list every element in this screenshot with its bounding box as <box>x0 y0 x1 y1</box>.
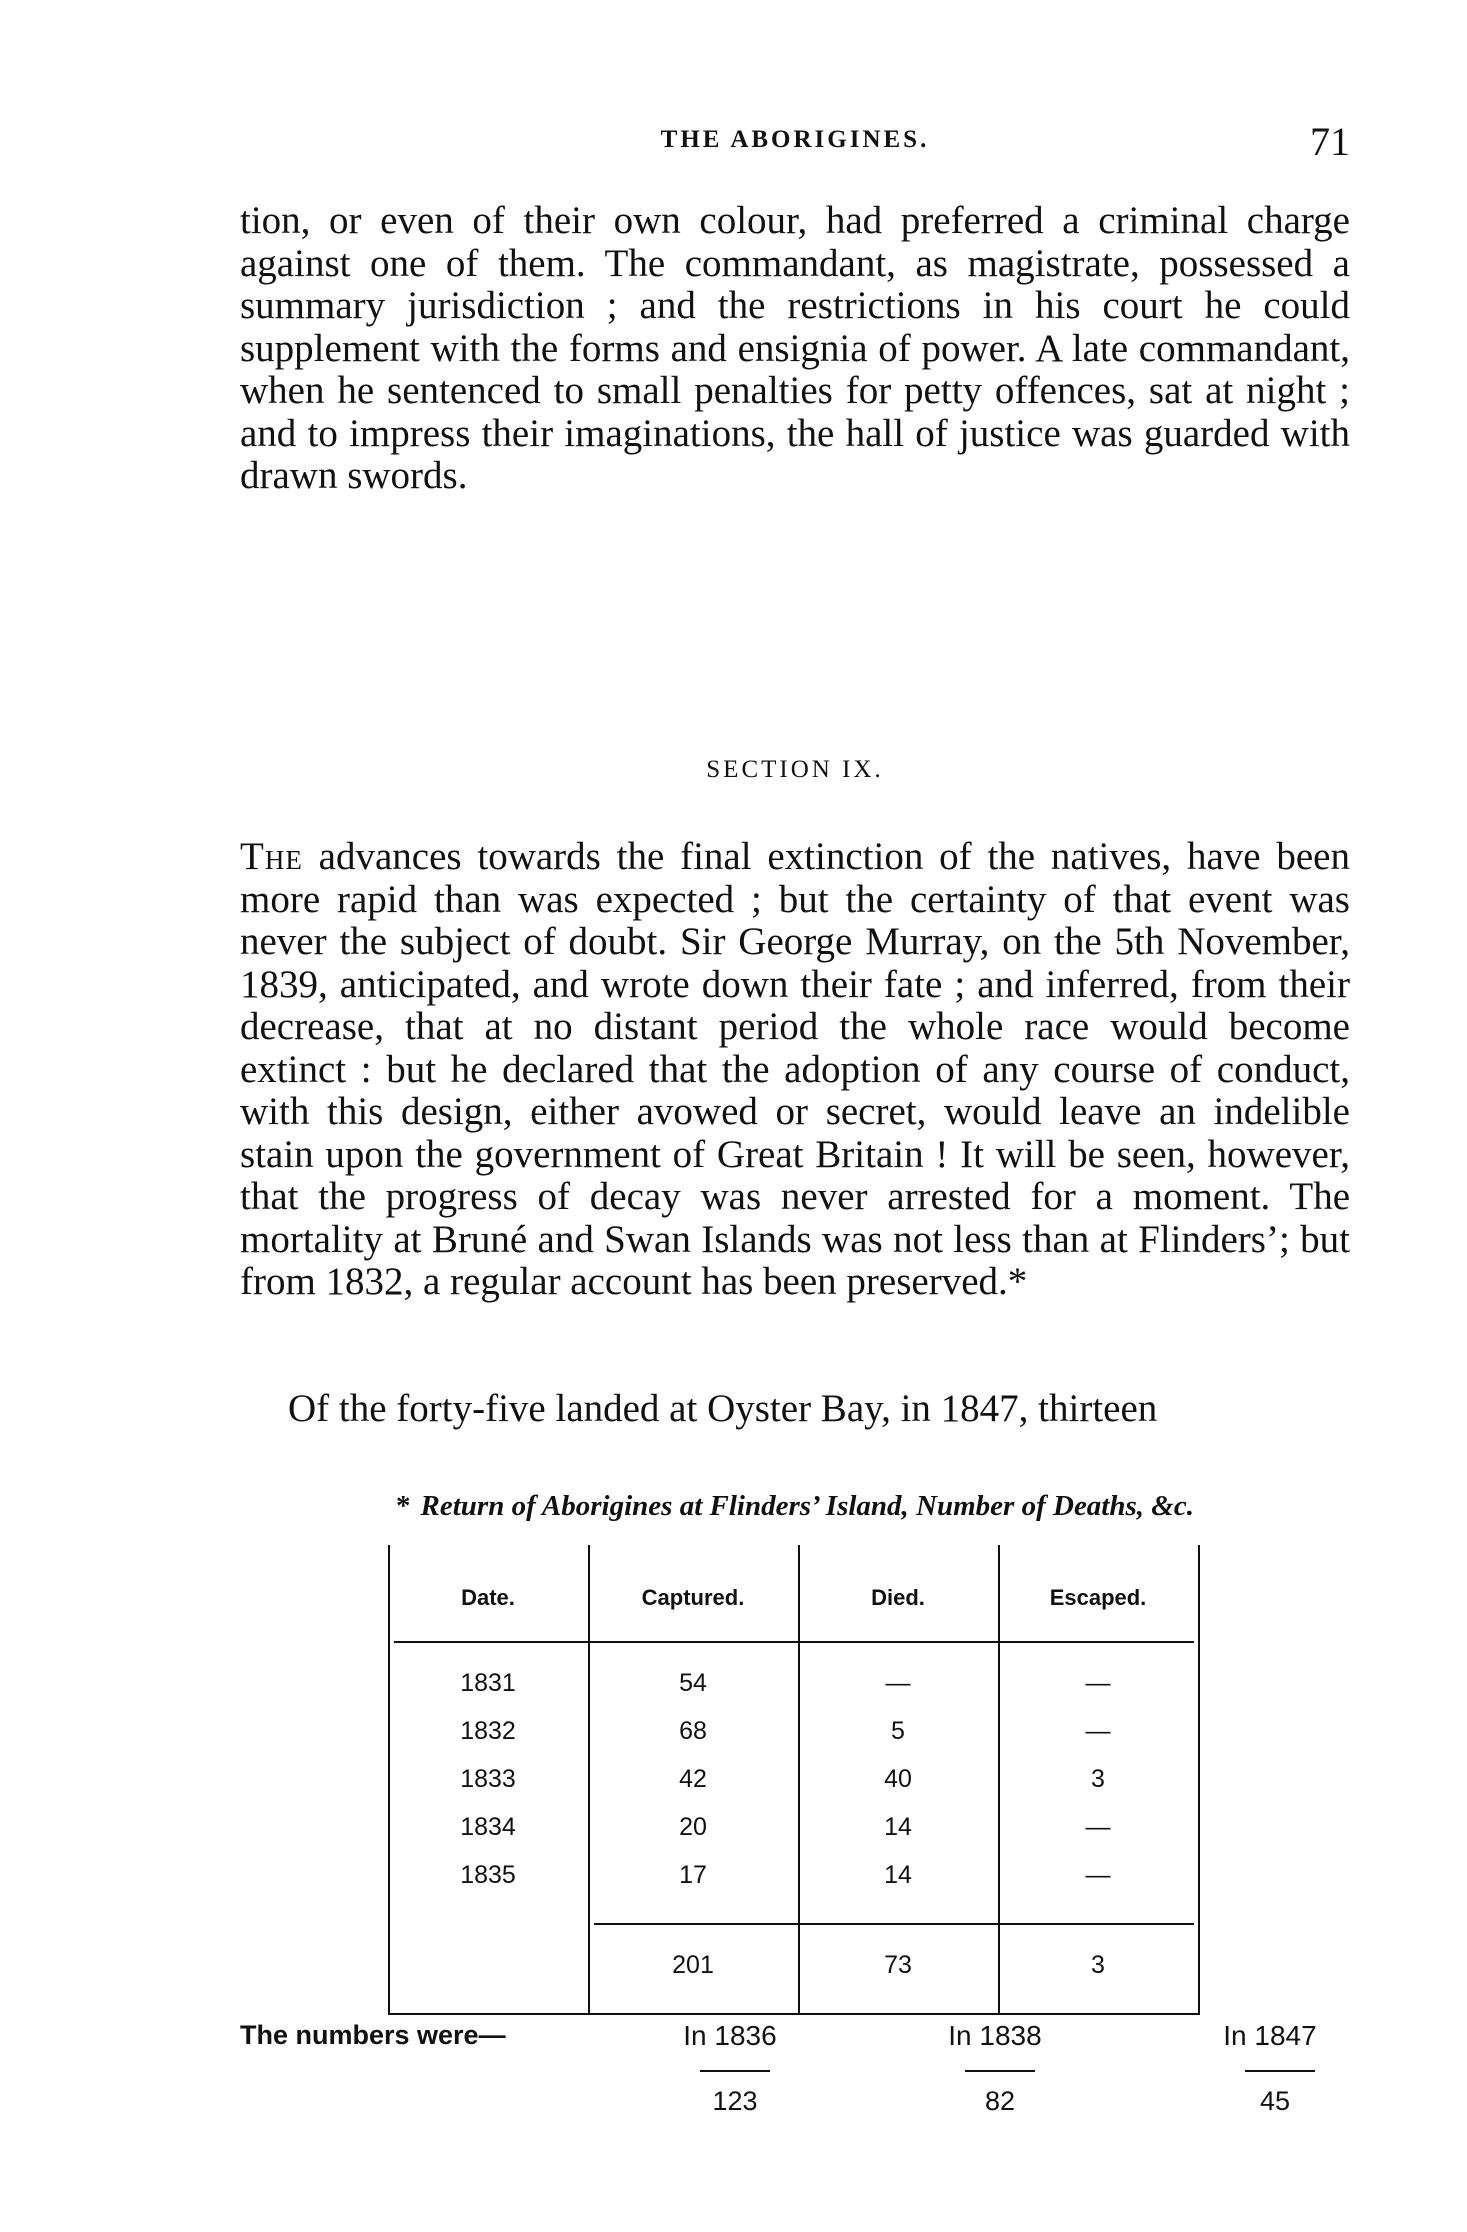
cell-date: 1832 <box>460 1717 516 1745</box>
table-bottom-rule <box>388 2013 1200 2015</box>
footnote-caption <box>240 1490 1350 1523</box>
year-value-1847: 45 <box>1259 2086 1291 2116</box>
cell-date: 1835 <box>460 1861 516 1889</box>
year-value-1838: 82 <box>984 2086 1016 2116</box>
cell-captured: 68 <box>679 1717 707 1745</box>
numbers-label: The numbers were— <box>240 2020 506 2050</box>
col-head-date: Date. <box>461 1585 515 1610</box>
running-head <box>240 118 1350 168</box>
cell-captured: 17 <box>679 1861 707 1889</box>
col-head-captured: Captured. <box>641 1585 745 1610</box>
cell-died: — <box>885 1669 911 1697</box>
footnote-mark: * <box>396 1490 411 1522</box>
deaths-table <box>388 1545 1200 2015</box>
paragraph-2-body: advances towards the final extinction of the natives, have been more rapid than was expected ; but the certainty of that event was never the subject of doubt. Sir George Murray, on the 5th November, 1839, anticipated, and wrote down their fate ; and inferred, from their decrease, that at no distant period the whole race would become extinct : but he declared that the adoption of any course of conduct, with this design, either avowed or secret, would leave an indelible stain upon the government of Great Britain ! It will be seen, however, that the progress of decay was never arrested for a moment. The mortality at Bruné and Swan Islands was not less than at Flinders’; but from 1832, a regular account has been preserved.* <box>240 835 1350 1303</box>
paragraph-3: Of the forty-five landed at Oyster Bay, in 1847, thirteen <box>288 1387 1158 1430</box>
table-total-rule <box>594 1923 1194 1925</box>
table-rule-right <box>1198 1545 1200 2015</box>
paragraph-1: tion, or even of their own colour, had preferred a criminal charge against one of them. The commandant, as magistrate, possessed a summary jurisdiction ; and the restrictions in his court he could supplement with the forms and ensignia of power. A late commandant, when he sentenced to small penalties for petty offences, sat at night ; and to impress their imaginations, the hall of justice was guarded with drawn swords. <box>240 199 1350 497</box>
cell-captured: 54 <box>679 1669 707 1697</box>
cell-date: 1834 <box>460 1813 516 1841</box>
running-title: THE ABORIGINES. <box>660 126 930 153</box>
total-captured: 201 <box>672 1951 714 1979</box>
cell-escaped: — <box>1085 1813 1111 1841</box>
year-label-1838: In 1838 <box>948 2020 1042 2051</box>
cell-died: 14 <box>884 1861 912 1889</box>
paragraph-2 <box>240 836 1350 1304</box>
year-rule-1836 <box>700 2070 770 2072</box>
table-header-rule <box>394 1641 1194 1643</box>
cell-escaped: 3 <box>1091 1765 1105 1793</box>
cell-died: 14 <box>884 1813 912 1841</box>
cell-escaped: — <box>1085 1669 1111 1697</box>
footnote-caption-text: Return of Aborigines at Flinders’ Island, Number of Deaths, &c. <box>420 1490 1194 1522</box>
section-heading: SECTION IX. <box>706 756 884 783</box>
numbers-summary <box>240 2020 1350 2140</box>
cell-captured: 20 <box>679 1813 707 1841</box>
cell-escaped: — <box>1085 1861 1111 1889</box>
year-rule-1847 <box>1245 2070 1315 2072</box>
cell-date: 1831 <box>460 1669 516 1697</box>
year-label-1847: In 1847 <box>1223 2020 1317 2051</box>
total-died: 73 <box>884 1951 912 1979</box>
paragraph-2-lead: The <box>240 835 303 878</box>
cell-died: 5 <box>891 1717 905 1745</box>
page-number: 71 <box>1310 119 1350 164</box>
col-head-died: Died. <box>871 1585 925 1610</box>
cell-date: 1833 <box>460 1765 516 1793</box>
total-escaped: 3 <box>1091 1951 1105 1979</box>
year-label-1836: In 1836 <box>683 2020 777 2051</box>
cell-escaped: — <box>1085 1717 1111 1745</box>
cell-captured: 42 <box>679 1765 707 1793</box>
year-rule-1838 <box>965 2070 1035 2072</box>
col-head-escaped: Escaped. <box>1049 1585 1147 1610</box>
year-value-1836: 123 <box>712 2086 758 2116</box>
cell-died: 40 <box>884 1765 912 1793</box>
